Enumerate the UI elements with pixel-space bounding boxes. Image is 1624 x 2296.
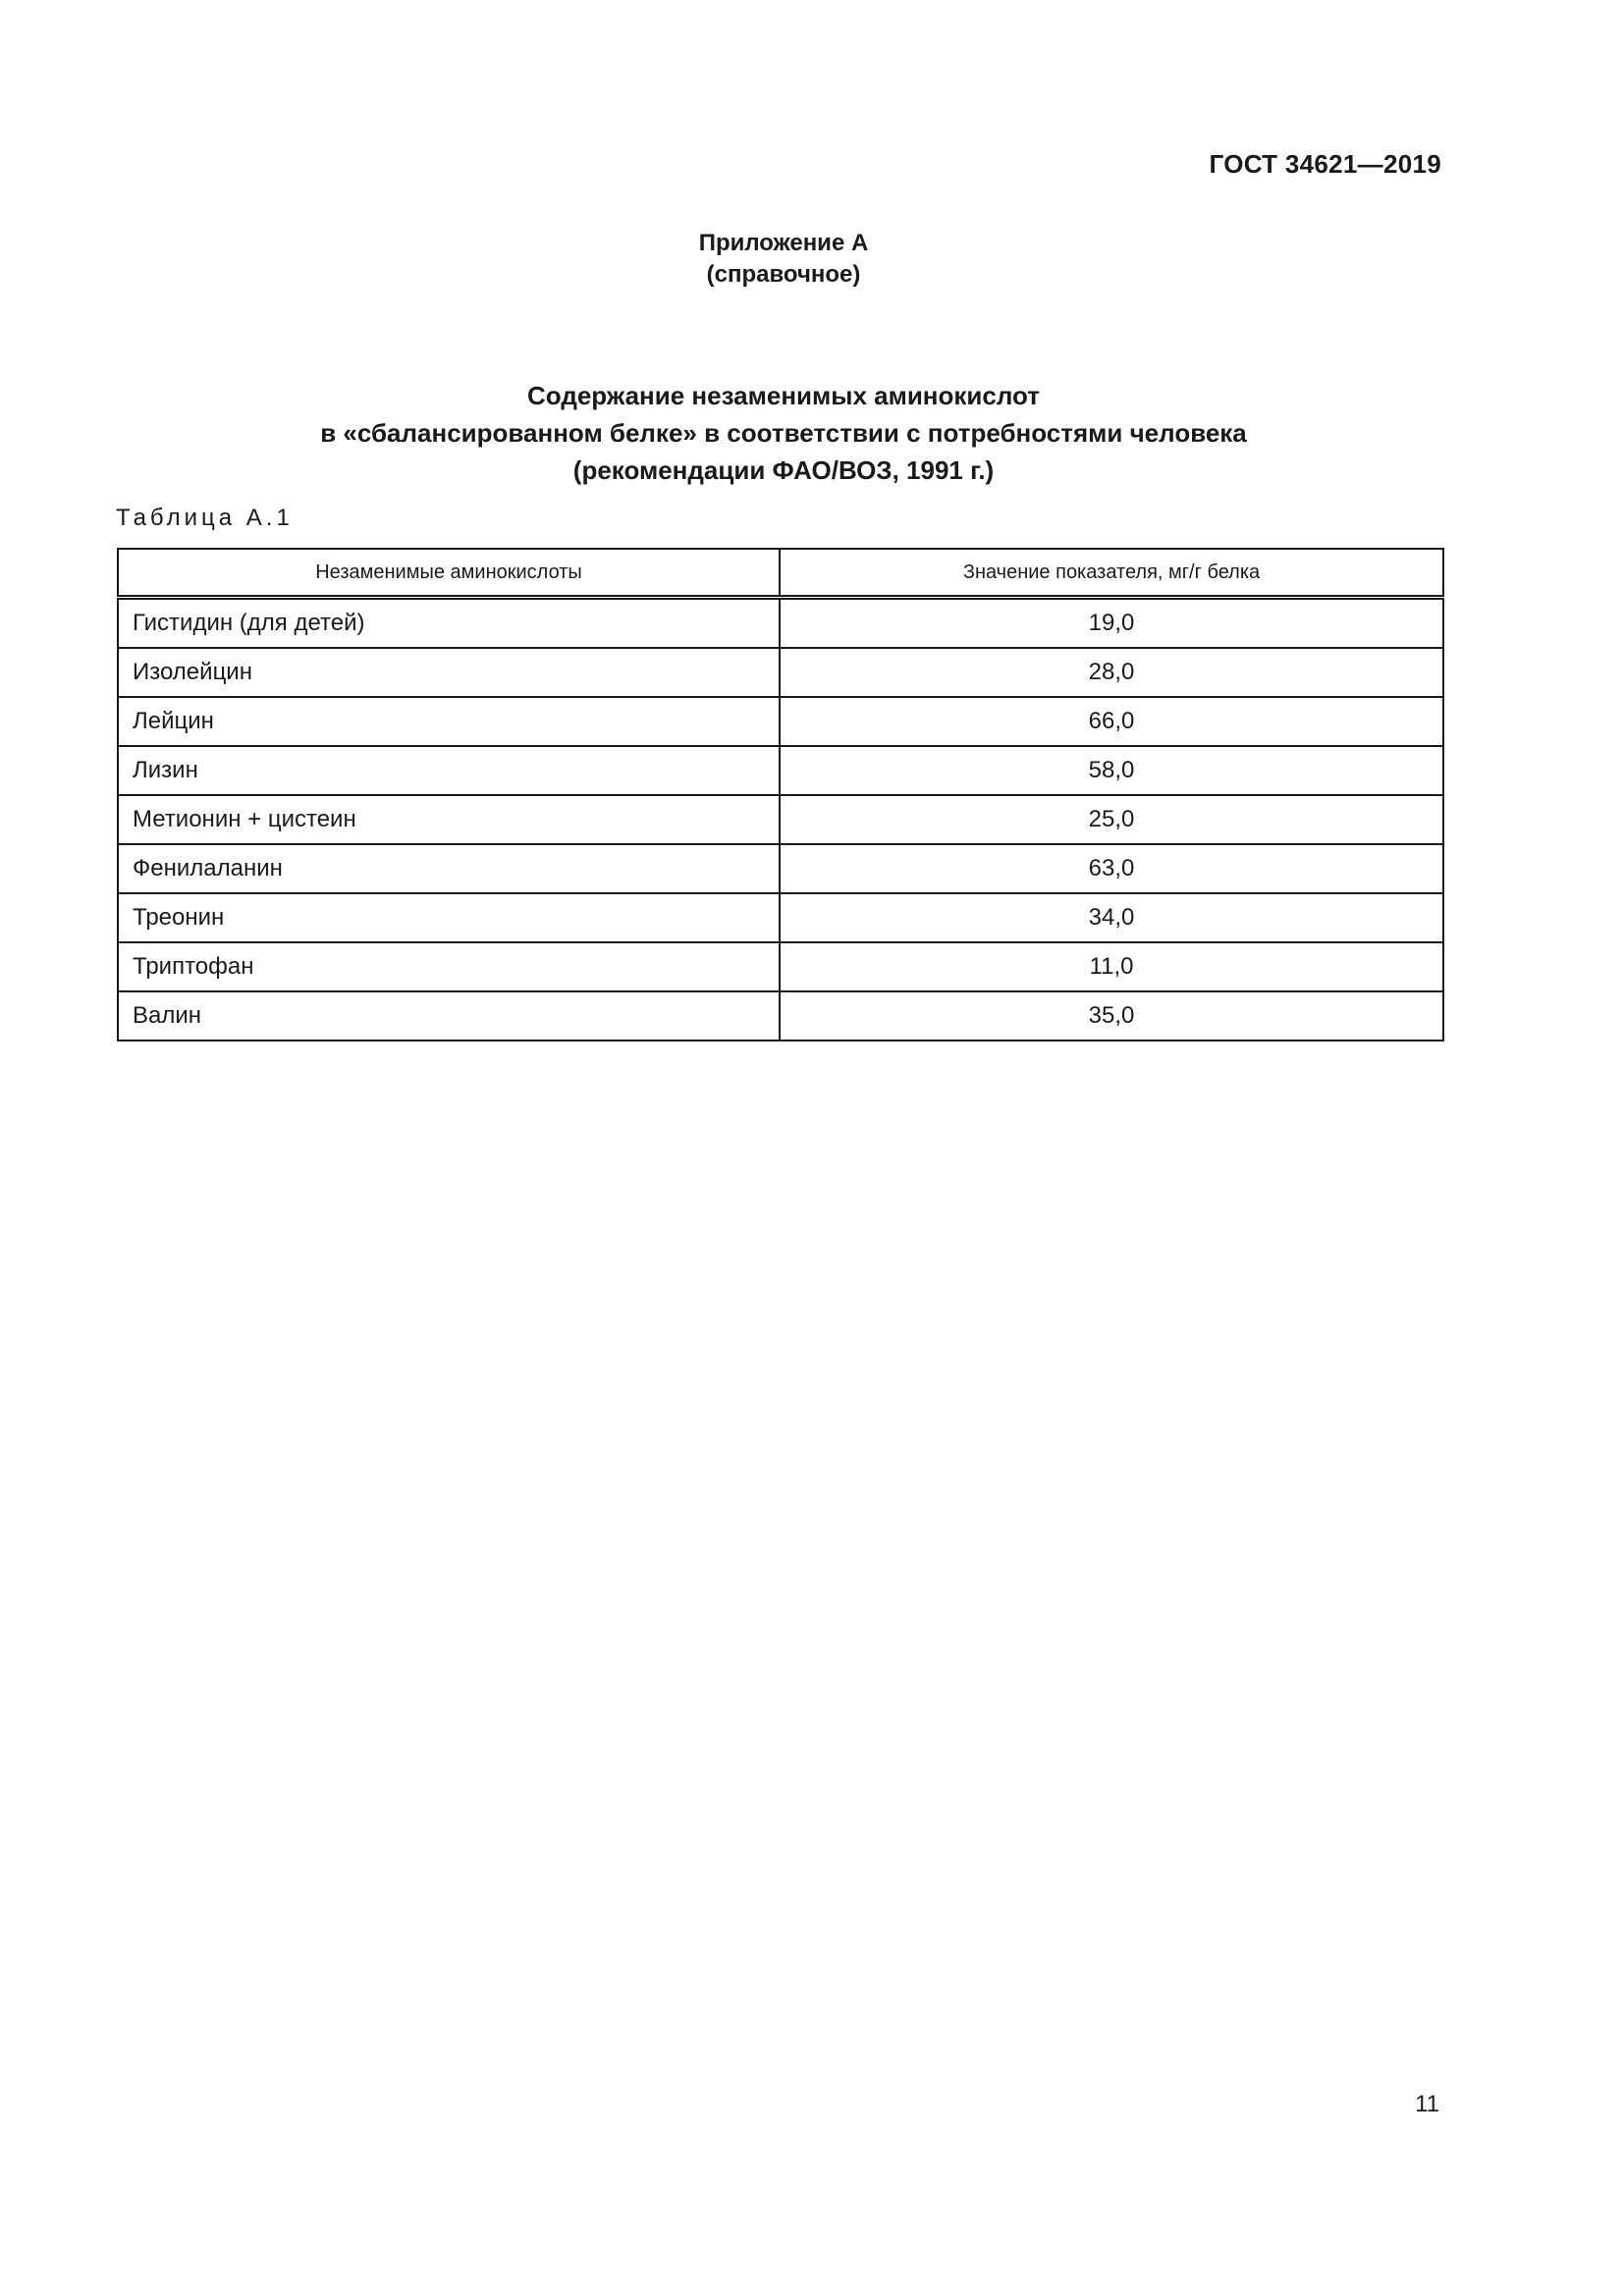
- appendix-label: Приложение А: [698, 230, 869, 256]
- column-header-amino-acid: Незаменимые аминокислоты: [118, 549, 780, 598]
- amino-acid-value: 25,0: [780, 795, 1443, 844]
- title-line-1: Содержание незаменимых аминокислот: [527, 381, 1040, 410]
- amino-acid-value: 58,0: [780, 746, 1443, 795]
- document-code: ГОСТ 34621—2019: [1209, 149, 1441, 179]
- title-line-2: в «сбалансированном белке» в соответствии с потребностями человека: [320, 418, 1247, 448]
- amino-acid-name: Изолейцин: [118, 648, 780, 697]
- amino-acid-value: 66,0: [780, 697, 1443, 746]
- amino-acid-name: Триптофан: [118, 942, 780, 991]
- amino-acid-value: 19,0: [780, 598, 1443, 649]
- amino-acid-name: Лизин: [118, 746, 780, 795]
- appendix-type: (справочное): [706, 261, 861, 288]
- table-caption: Таблица А.1: [116, 505, 294, 531]
- amino-acid-name: Метионин + цистеин: [118, 795, 780, 844]
- table-row: [118, 795, 1443, 844]
- table-row: [118, 598, 1443, 649]
- table-row: [118, 697, 1443, 746]
- amino-acid-name: Гистидин (для детей): [118, 598, 780, 649]
- amino-acid-name: Треонин: [118, 893, 780, 942]
- amino-acid-name: Валин: [118, 991, 780, 1041]
- document-title: [0, 377, 1567, 489]
- title-line-3: (рекомендации ФАО/ВОЗ, 1991 г.): [572, 455, 995, 485]
- table-row: [118, 991, 1443, 1041]
- amino-acid-value: 34,0: [780, 893, 1443, 942]
- column-header-value: Значение показателя, мг/г белка: [780, 549, 1443, 598]
- table-row: [118, 893, 1443, 942]
- table-row: [118, 942, 1443, 991]
- amino-acid-value: 28,0: [780, 648, 1443, 697]
- table-header-row: [118, 549, 1443, 598]
- amino-acid-name: Лейцин: [118, 697, 780, 746]
- amino-acid-value: 11,0: [780, 942, 1443, 991]
- table-row: [118, 648, 1443, 697]
- table-row: [118, 844, 1443, 893]
- amino-acid-value: 63,0: [780, 844, 1443, 893]
- amino-acid-table: [117, 548, 1444, 1041]
- appendix-heading: [0, 228, 1567, 291]
- page-number: 11: [1415, 2091, 1439, 2117]
- table-row: [118, 746, 1443, 795]
- amino-acid-name: Фенилаланин: [118, 844, 780, 893]
- amino-acid-value: 35,0: [780, 991, 1443, 1041]
